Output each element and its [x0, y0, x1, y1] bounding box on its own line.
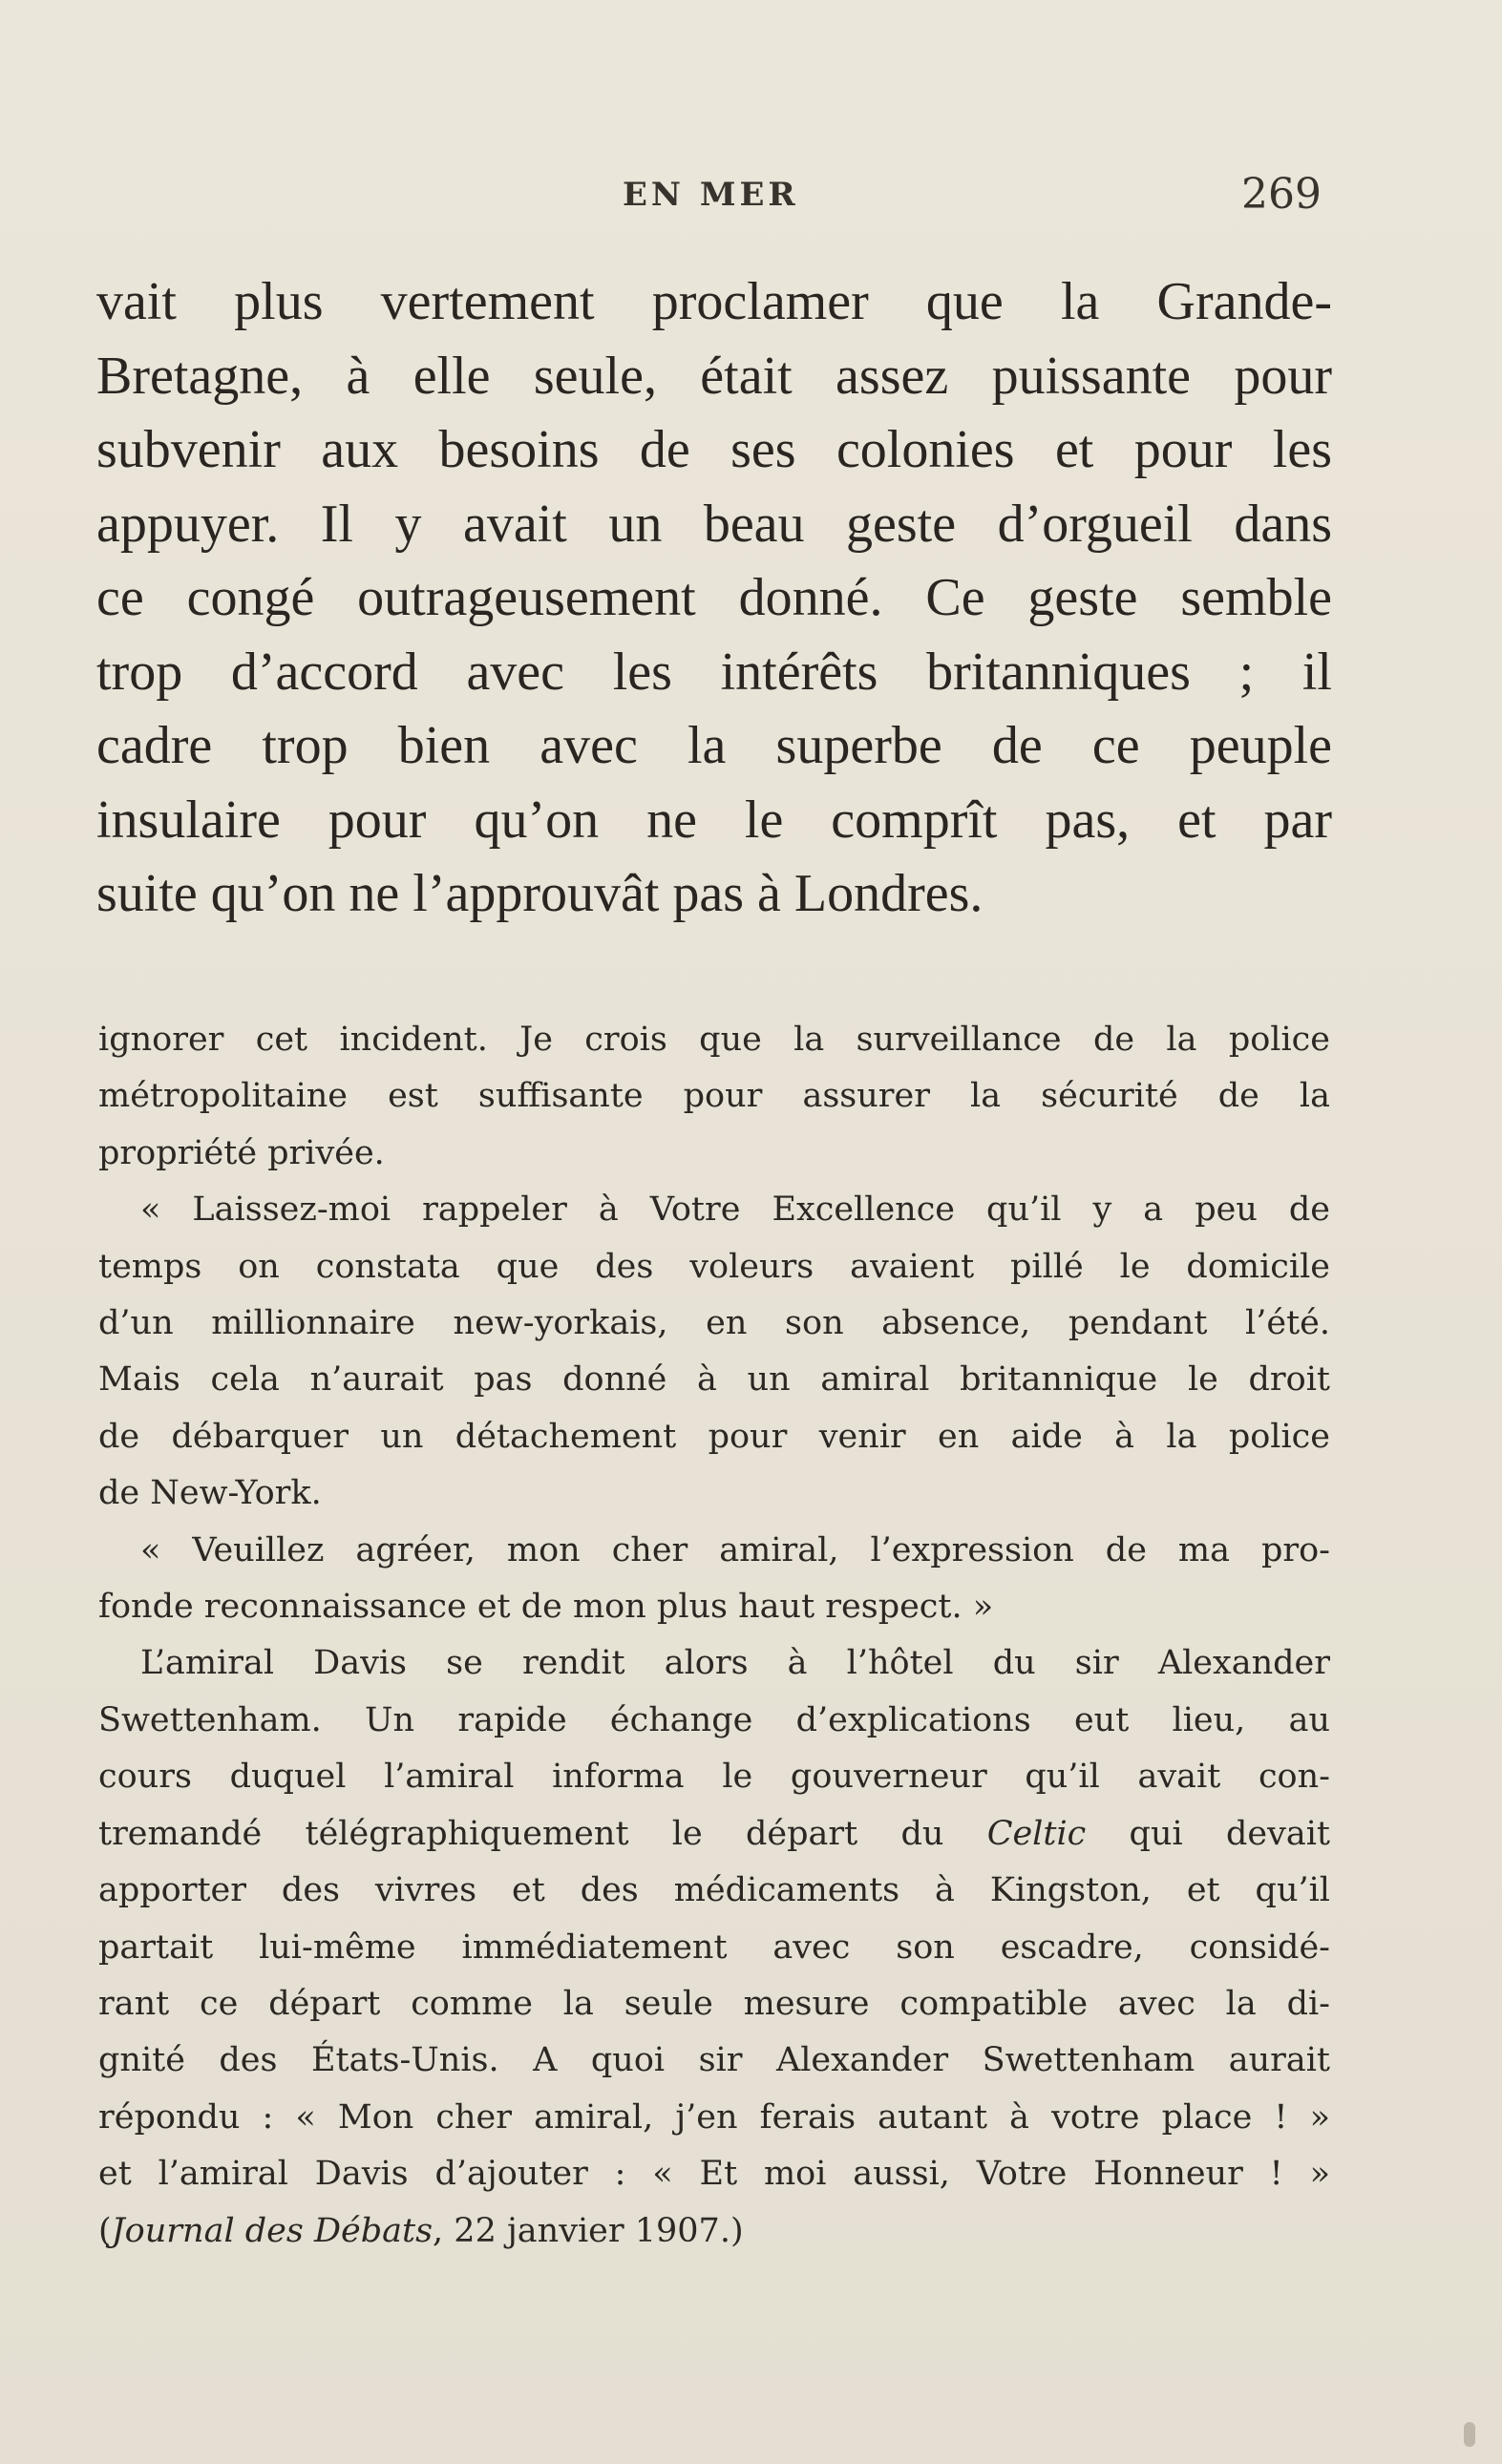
note-line: L’amiral Davis se rendit alors à l’hôtel du sir Alexander: [140, 1644, 1330, 1683]
note-line: métropolitaine est suffisante pour assurer la sécurité de la: [98, 1077, 1330, 1116]
note-line: cours duquel l’amiral informa le gouverneur qu’il avait con-: [98, 1758, 1330, 1797]
running-head: [0, 170, 1502, 227]
note-line: apporter des vivres et des médicaments à Kingston, et qu’il: [98, 1871, 1330, 1910]
note-line: « Veuillez agréer, mon cher amiral, l’expression de ma pro-: [140, 1530, 1330, 1569]
running-title: EN MER: [623, 176, 799, 214]
note-line: répondu : « Mon cher amiral, j’en ferais autant à votre place ! »: [98, 2097, 1330, 2137]
citation-part: , 22 janvier 1907.): [433, 2211, 744, 2250]
main-line: cadre trop bien avec la superbe de ce peuple: [96, 716, 1332, 775]
main-line: insulaire pour qu’on ne le comprît pas, et par: [96, 790, 1332, 850]
citation-part: (: [98, 2211, 112, 2250]
page-smudge: [1464, 2422, 1475, 2447]
note-line: propriété privée.: [98, 1133, 385, 1172]
main-line: ce congé outrageusement donné. Ce geste semble: [96, 568, 1332, 627]
main-line: Bretagne, à elle seule, était assez puissante pour: [96, 346, 1332, 406]
note-line: et l’amiral Davis d’ajouter : « Et moi aussi, Votre Honneur ! »: [98, 2155, 1330, 2194]
note-line-part: tremandé télégraphiquement le départ du: [98, 1814, 987, 1853]
note-line: temps on constata que des voleurs avaient pillé le domicile: [98, 1247, 1330, 1286]
note-line: de débarquer un détachement pour venir en aide à la police: [98, 1417, 1330, 1456]
main-line: trop d’accord avec les intérêts britanniques ; il: [96, 642, 1332, 702]
ship-name-celtic: Celtic: [986, 1814, 1087, 1853]
note-line: [98, 1806, 1330, 1863]
note-line: Mais cela n’aurait pas donné à un amiral britannique le droit: [98, 1360, 1330, 1400]
note-line: d’un millionnaire new-yorkais, en son absence, pendant l’été.: [98, 1304, 1330, 1343]
main-paragraph: [96, 265, 1332, 932]
main-line: subvenir aux besoins de ses colonies et pour les: [96, 420, 1332, 479]
main-line: appuyer. Il y avait un beau geste d’orgueil dans: [96, 494, 1332, 554]
note-line: gnité des États-Unis. A quoi sir Alexander Swettenham aurait: [98, 2041, 1330, 2080]
main-line: vait plus vertement proclamer que la Grande-: [96, 272, 1332, 331]
note-line-part: qui devait: [1086, 1814, 1330, 1853]
citation-source: Journal des Débats: [111, 2211, 434, 2250]
page-number: 269: [1241, 170, 1322, 219]
citation-line: [98, 2203, 1330, 2260]
note-line: de New-York.: [98, 1474, 322, 1513]
note-line: Swettenham. Un rapide échange d’explications eut lieu, au: [98, 1700, 1330, 1739]
note-line: ignorer cet incident. Je crois que la surveillance de la police: [98, 1021, 1330, 1059]
note-line: partait lui-même immédiatement avec son escadre, considé-: [98, 1927, 1330, 1967]
note-line: « Laissez-moi rappeler à Votre Excellence qu’il y a peu de: [140, 1190, 1330, 1230]
main-line: suite qu’on ne l’approuvât pas à Londres.: [96, 864, 984, 923]
note-line: fonde reconnaissance et de mon plus haut respect. »: [98, 1588, 994, 1627]
note-line: rant ce départ comme la seule mesure compatible avec la di-: [98, 1984, 1330, 2023]
footnote-block: [98, 1012, 1330, 2260]
